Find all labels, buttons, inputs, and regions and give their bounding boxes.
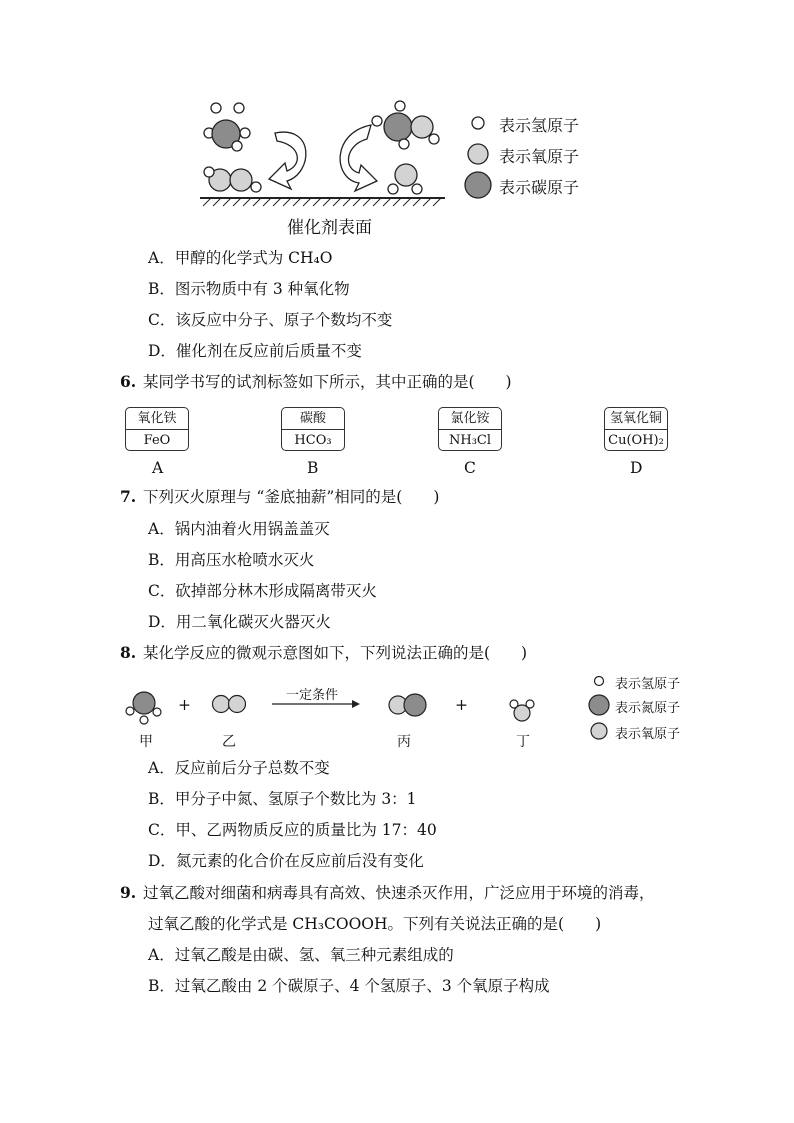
reagent-formula: Cu(OH)₂: [608, 433, 664, 448]
reagent-formula: FeO: [143, 433, 171, 448]
q9-stem-line1: 过氧乙酸对细菌和病毒具有高效、快速杀灭作用，广泛应用于环境的消毒，: [143, 884, 655, 902]
reagent-label-b: [281, 407, 345, 451]
reagent-formula: NH₃Cl: [448, 433, 492, 448]
reagent-name: 氢氧化铜: [605, 408, 667, 430]
q5-option-d: D．催化剂在反应前后质量不变: [148, 342, 362, 360]
legend-hydrogen: 表示氢原子: [499, 116, 580, 135]
q6-number: 6.: [120, 372, 137, 391]
plus-sign-1: +: [178, 696, 191, 714]
q8-option-a: A．反应前后分子总数不变: [148, 759, 330, 777]
reagent-label-d: [604, 407, 668, 451]
q6-stem: 某同学书写的试剂标签如下所示，其中正确的是( ): [143, 373, 512, 391]
plus-sign-2: +: [455, 696, 468, 714]
q9-stem-line2: 过氧乙酸的化学式是 CH₃COOOH。下列有关说法正确的是( ): [148, 915, 602, 933]
q8-number: 8.: [120, 643, 137, 662]
q8-option-d: D．氮元素的化合价在反应前后没有变化: [148, 852, 424, 870]
fig1-legend-icons: [462, 110, 496, 200]
reaction-condition: 一定条件: [286, 688, 339, 703]
reagent-letter-d: D: [630, 459, 643, 477]
species-yi: 乙: [222, 734, 236, 750]
reagent-letter-a: A: [152, 459, 164, 477]
reagent-letter-b: B: [307, 459, 319, 477]
catalyst-reaction-figure: [195, 95, 465, 215]
q7-option-d: D．用二氧化碳灭火器灭火: [148, 613, 331, 631]
reagent-formula: HCO₃: [294, 433, 332, 448]
q8-option-c: C．甲、乙两物质反应的质量比为 17：40: [148, 821, 437, 839]
q8-legend-icons: [588, 672, 612, 744]
q5-option-a: A．甲醇的化学式为 CH₄O: [148, 249, 333, 267]
q9-number: 9.: [120, 883, 137, 902]
legend-hydrogen-q8: 表示氢原子: [615, 677, 681, 692]
reagent-label-c: [438, 407, 502, 451]
q7-option-a: A．锅内油着火用锅盖盖灭: [148, 520, 330, 538]
species-bing: 丙: [397, 734, 411, 750]
q9-option-b: B．过氧乙酸由 2 个碳原子、4 个氢原子、3 个氧原子构成: [148, 977, 550, 995]
legend-carbon: 表示碳原子: [499, 178, 580, 197]
reagent-name: 氧化铁: [126, 408, 188, 430]
legend-nitrogen-q8: 表示氮原子: [615, 701, 681, 716]
q7-stem: 下列灭火原理与 “釜底抽薪”相同的是( ): [143, 488, 440, 506]
q7-option-b: B．用高压水枪喷水灭火: [148, 551, 315, 569]
surface-label: 催化剂表面: [287, 218, 372, 238]
q5-option-c: C．该反应中分子、原子个数均不变: [148, 311, 393, 329]
species-jia: 甲: [139, 734, 153, 750]
reagent-label-a: [125, 407, 189, 451]
reagent-name: 碳酸: [282, 408, 344, 430]
reagent-name: 氯化铵: [439, 408, 501, 430]
legend-oxygen: 表示氧原子: [499, 147, 580, 166]
q9-option-a: A．过氧乙酸是由碳、氢、氧三种元素组成的: [148, 946, 454, 964]
q8-stem: 某化学反应的微观示意图如下，下列说法正确的是( ): [143, 644, 528, 662]
q5-option-b: B．图示物质中有 3 种氧化物: [148, 280, 350, 298]
q7-option-c: C．砍掉部分林木形成隔离带灭火: [148, 582, 377, 600]
reagent-letter-c: C: [464, 459, 476, 477]
species-ding: 丁: [516, 734, 530, 750]
q8-option-b: B．甲分子中氮、氢原子个数比为 3：1: [148, 790, 417, 808]
legend-oxygen-q8: 表示氧原子: [615, 727, 681, 742]
q7-number: 7.: [120, 487, 137, 506]
